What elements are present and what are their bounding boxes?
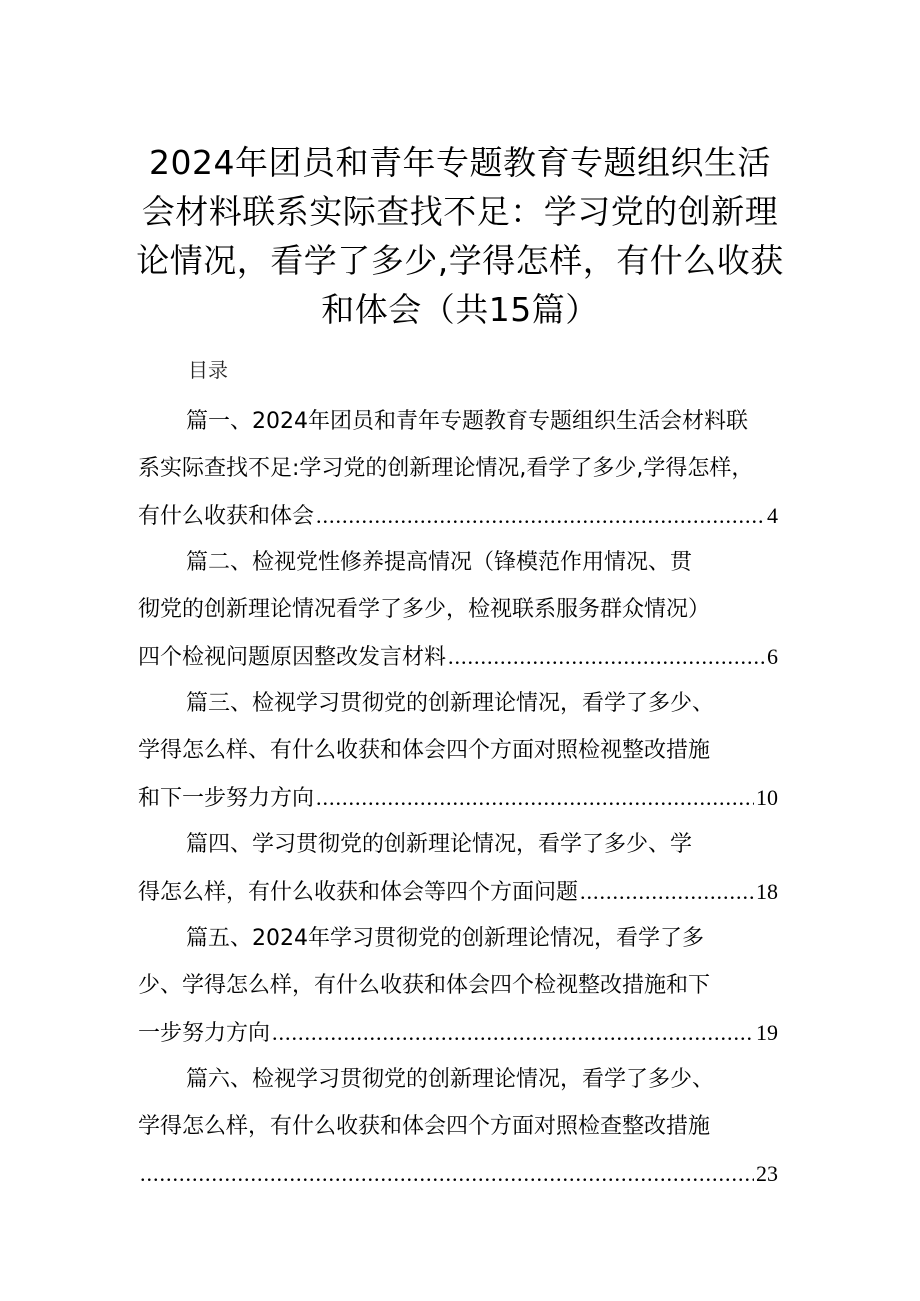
toc-page-number: 10 bbox=[756, 785, 778, 810]
toc-leader-dots bbox=[580, 868, 754, 915]
toc-entry-line: 篇五、2024年学习贯彻党的创新理论情况，看学了多 bbox=[186, 926, 704, 951]
toc-entry-line: 篇三、检视学习贯彻党的创新理论情况，看学了多少、 bbox=[186, 691, 715, 716]
toc-entry-last-line bbox=[138, 492, 778, 539]
toc-entry[interactable] bbox=[138, 1056, 778, 1197]
table-of-contents bbox=[138, 398, 778, 1197]
toc-entry[interactable] bbox=[138, 398, 778, 539]
toc-page-number: 18 bbox=[756, 879, 778, 904]
toc-entry-text: 一步努力方向 bbox=[138, 1021, 271, 1046]
toc-entry-line: 篇四、学习贯彻党的创新理论情况，看学了多少、学 bbox=[186, 832, 693, 857]
toc-entry-last-line bbox=[138, 1009, 778, 1056]
toc-leader-dots bbox=[448, 633, 765, 680]
toc-entry-line: 学得怎么样，有什么收获和体会四个方面对照检查整改措施 bbox=[138, 1114, 711, 1139]
toc-entry-text: 四个检视问题原因整改发言材料 bbox=[138, 645, 447, 670]
toc-entry-last-line bbox=[138, 774, 778, 821]
toc-leader-dots bbox=[272, 1009, 754, 1056]
toc-entry-line: 彻党的创新理论情况看学了多少，检视联系服务群众情况） bbox=[138, 597, 711, 622]
toc-entry[interactable] bbox=[138, 821, 778, 915]
toc-leader-dots bbox=[140, 1150, 754, 1197]
title-line-3: 论情况，看学了多少,学得怎样，有什么收获 bbox=[136, 241, 784, 280]
toc-entry[interactable] bbox=[138, 915, 778, 1056]
toc-entry-last-line bbox=[138, 868, 778, 915]
title-line-1: 2024年团员和青年专题教育专题组织生活 bbox=[149, 143, 771, 182]
title-line-2: 会材料联系实际查找不足：学习党的创新理 bbox=[141, 192, 779, 231]
toc-entry-last-line bbox=[138, 633, 778, 680]
toc-leader-dots bbox=[316, 774, 754, 821]
toc-heading: 目录 bbox=[188, 358, 228, 382]
toc-page-number: 4 bbox=[767, 503, 778, 528]
toc-page-number: 6 bbox=[767, 644, 778, 669]
title-line-4: 和体会（共15篇） bbox=[321, 290, 599, 329]
toc-entry-line: 少、学得怎么样，有什么收获和体会四个检视整改措施和下 bbox=[138, 973, 711, 998]
toc-entry-line: 学得怎么样、有什么收获和体会四个方面对照检视整改措施 bbox=[138, 738, 711, 763]
toc-entry-line: 篇二、检视党性修养提高情况（锋模范作用情况、贯 bbox=[186, 550, 693, 575]
toc-leader-dots bbox=[316, 492, 765, 539]
toc-entry-line: 篇一、2024年团员和青年专题教育专题组织生活会材料联 bbox=[186, 409, 748, 434]
toc-entry-last-line bbox=[138, 1150, 778, 1197]
toc-entry-text: 和下一步努力方向 bbox=[138, 786, 315, 811]
toc-entry-line: 系实际查找不足:学习党的创新理论情况,看学了多少,学得怎样， bbox=[138, 456, 754, 481]
toc-page-number: 19 bbox=[756, 1020, 778, 1045]
toc-entry-line: 篇六、检视学习贯彻党的创新理论情况，看学了多少、 bbox=[186, 1067, 715, 1092]
toc-entry-text: 得怎么样，有什么收获和体会等四个方面问题 bbox=[138, 880, 579, 905]
toc-entry[interactable] bbox=[138, 539, 778, 680]
toc-entry[interactable] bbox=[138, 680, 778, 821]
document-title bbox=[120, 138, 800, 334]
toc-page-number: 23 bbox=[756, 1161, 778, 1186]
toc-entry-text: 有什么收获和体会 bbox=[138, 504, 315, 529]
